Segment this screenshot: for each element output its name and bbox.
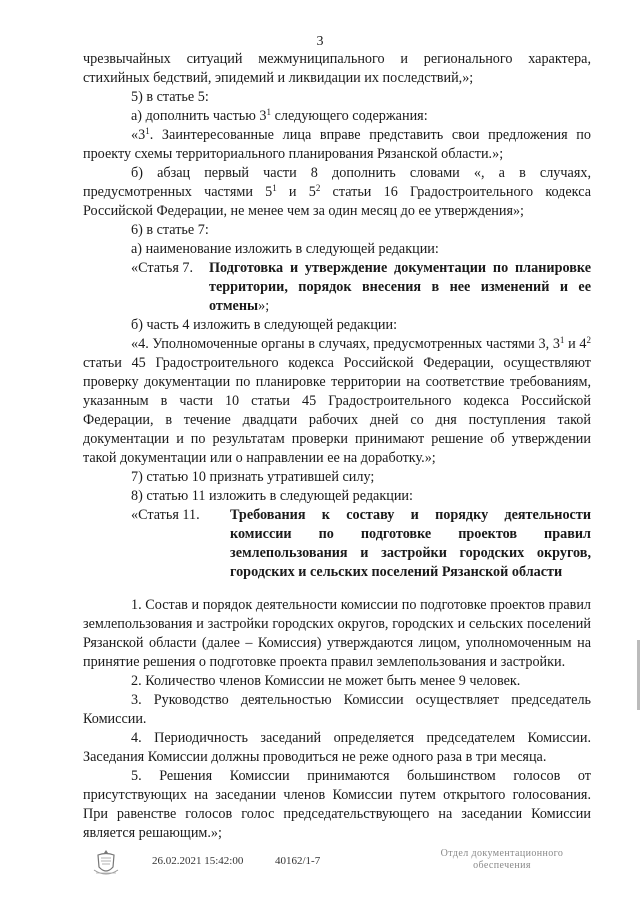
paragraph: «4. Уполномоченные органы в случаях, предусмотренных частями 3, $3^1$ и $4^2$ статьи 45 Градостроительного кодекса Российской Федерации, осуществляют проверку документации по планировке территории на соответствие требованиям, указанным в части 10 статьи 45 Градостроительного кодекса Российской Федерации, в течение двадцати рабочих дней со дня поступления такой документации и по результатам проверки принимают решение об утверждении такой документации или о направлении ее на доработку.»; <box>83 335 592 466</box>
list-item: 6) в статье 7: <box>131 222 209 238</box>
list-item: 7) статью 10 признать утратившей силу; <box>131 469 375 485</box>
article-label: «Статья 11. <box>131 507 200 523</box>
article-7-heading <box>83 259 591 316</box>
paragraph: 3. Руководство деятельностью Комиссии осуществляет председатель Комиссии. <box>83 692 591 727</box>
list-item: 5) в статье 5: <box>131 89 209 105</box>
document-footer <box>90 846 610 886</box>
article-title: Подготовка и утверждение документации по планировке территории, порядок внесения в нее изменений и ее отмены»; <box>209 260 591 314</box>
paragraph: «$3^1$. Заинтересованные лица вправе представить свои предложения по проекту схемы территориального планирования Рязанской области.»; <box>83 126 591 162</box>
document-body <box>83 50 591 843</box>
signature-datetime: 26.02.2021 15:42:00 <box>152 855 244 867</box>
article-label: «Статья 7. <box>131 260 194 276</box>
paragraph: б) абзац первый части 8 дополнить словами «, а в случаях, предусмотренных частями $5^1$ и $5^2$ статьи 16 Градостроительного кодекса Российской Федерации, не менее чем за один месяц до ее утверждения»; <box>83 165 591 219</box>
article-title: Требования к составу и порядку деятельности комиссии по подготовке проектов правил землепользования и застройки городских округов, городских и сельских поселений Рязанской области <box>230 507 591 580</box>
list-item: а) дополнить частью $3^1$ следующего содержания: <box>131 107 428 124</box>
list-item: б) часть 4 изложить в следующей редакции: <box>131 317 398 333</box>
department-stamp: Отдел документационного обеспечения <box>440 848 564 871</box>
list-item: а) наименование изложить в следующей редакции: <box>131 241 439 257</box>
paragraph: 4. Периодичность заседаний определяется председателем Комиссии. Заседания Комиссии должны проводиться не реже одного раза в три месяца. <box>83 730 591 765</box>
paragraph: чрезвычайных ситуаций межмуниципального и регионального характера, стихийных бедствий, эпидемий и ликвидации их последствий,»; <box>83 51 591 86</box>
page-number: 3 <box>316 34 324 49</box>
paragraph: 2. Количество членов Комиссии не может быть менее 9 человек. <box>131 673 521 689</box>
list-item: 8) статью 11 изложить в следующей редакции: <box>131 488 413 504</box>
coat-of-arms-icon <box>90 848 122 878</box>
spacer <box>83 582 591 596</box>
article-11-heading <box>83 506 591 582</box>
document-number: 40162/1-7 <box>275 855 321 867</box>
paragraph: 1. Состав и порядок деятельности комиссии по подготовке проектов правил землепользования и застройки городских округов, городских и сельских поселений Рязанской области (далее – Комиссия) утверждаются лицом, уполномоченным на принятие решения о подготовке проекта правил землепользования и застройки. <box>83 597 591 670</box>
paragraph: 5. Решения Комиссии принимаются большинством голосов от присутствующих на заседании членов Комиссии путем открытого голосования. При равенстве голосов голос председательствующего на заседании Комиссии является решающим.»; <box>83 768 591 841</box>
